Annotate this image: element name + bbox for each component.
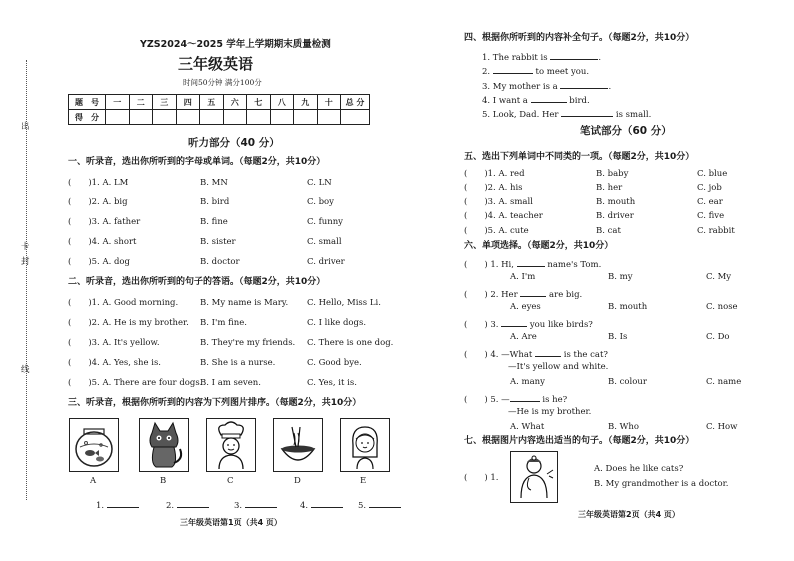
- score-cell: 二: [129, 95, 153, 110]
- score-cell: 一: [106, 95, 130, 110]
- s2-q2-b: B. I'm fine.: [200, 318, 247, 328]
- score-cell: 四: [176, 95, 200, 110]
- s4-q4-text: 4. I want a: [482, 96, 528, 106]
- s1-q3-c: C. funny: [307, 217, 343, 227]
- answer-blank[interactable]: [560, 79, 608, 89]
- s1-q3: ( )3. A. father: [68, 217, 141, 227]
- s6-q3-b: B. Is: [608, 332, 628, 342]
- s6-q2: [464, 287, 582, 301]
- s4-q3-end: .: [608, 82, 612, 92]
- s2-q3-c: C. There is one dog.: [307, 338, 394, 348]
- score-input[interactable]: [106, 110, 130, 125]
- order-answer-2[interactable]: [166, 498, 209, 512]
- s6-q5-text2: is he?: [539, 395, 568, 405]
- s1-q5-c: C. driver: [307, 257, 345, 267]
- s6-q5-a: A. What: [510, 422, 545, 432]
- s5-q3-c: C. ear: [697, 197, 723, 207]
- answer-blank[interactable]: [535, 347, 561, 357]
- s5-q5: ( )5. A. cute: [464, 226, 529, 236]
- s6-q2-c: C. nose: [706, 302, 738, 312]
- s2-q2-c: C. I like dogs.: [307, 318, 367, 328]
- answer-blank[interactable]: [531, 93, 567, 103]
- s6-q4: [464, 347, 608, 361]
- picture-label-d: D: [294, 476, 301, 486]
- subject-title: 三年级英语: [178, 55, 254, 73]
- s5-q3-b: B. mouth: [596, 197, 636, 207]
- s4-q2: [482, 64, 589, 78]
- s4-q4-end: bird.: [569, 96, 590, 106]
- s2-q3-b: B. They're my friends.: [200, 338, 296, 348]
- answer-blank[interactable]: [311, 498, 343, 508]
- s6-q5-reply: —He is my brother.: [508, 407, 592, 417]
- s6-q3-c: C. Do: [706, 332, 730, 342]
- s6-q4-text2: is the cat?: [561, 350, 608, 360]
- section-6-title: 六、单项选择。（每题2分，共10分）: [464, 241, 614, 251]
- s4-q2-end: to meet you.: [535, 67, 590, 77]
- s1-q1: ( )1. A. LM: [68, 178, 129, 188]
- s1-q2-b: B. bird: [200, 197, 230, 207]
- answer-blank[interactable]: [561, 107, 613, 117]
- score-input[interactable]: [247, 110, 271, 125]
- s6-q1-text: ( ) 1. Hi,: [464, 260, 517, 270]
- s6-q1: [464, 257, 601, 271]
- s2-q1-c: C. Hello, Miss Li.: [307, 298, 381, 308]
- s6-q2-b: B. mouth: [608, 302, 648, 312]
- score-input[interactable]: [129, 110, 153, 125]
- s6-q4-b: B. colour: [608, 377, 647, 387]
- written-title: 笔试部分（60 分）: [580, 125, 672, 137]
- s6-q1-b: B. my: [608, 272, 633, 282]
- answer-blank[interactable]: [550, 50, 598, 60]
- score-cell: 十: [317, 95, 341, 110]
- s1-q4: ( )4. A. short: [68, 237, 137, 247]
- s4-q5-text: 5. Look, Dad. Her: [482, 110, 559, 120]
- score-input[interactable]: [200, 110, 224, 125]
- picture-label-a: A: [90, 476, 97, 486]
- footer-page-1: 三年级英语第1页（共4 页）: [180, 518, 282, 527]
- s6-q3-text2: you like birds?: [527, 320, 593, 330]
- s6-q1-a: A. I'm: [510, 272, 536, 282]
- section-4-title: 四、根据你所听到的内容补全句子。（每题2分，共10分）: [464, 33, 695, 43]
- s7-q1: ( ) 1.: [464, 473, 499, 483]
- s1-q5: ( )5. A. dog: [68, 257, 130, 267]
- s4-q2-text: 2.: [482, 67, 491, 77]
- answer-blank[interactable]: [493, 64, 533, 74]
- s1-q2: ( )2. A. big: [68, 197, 128, 207]
- time-score: 时间50分钟 满分100分: [183, 78, 262, 87]
- order-answer-4[interactable]: [300, 498, 343, 512]
- score-cell: 九: [294, 95, 318, 110]
- picture-b-cat: [139, 418, 189, 472]
- s1-q4-b: B. sister: [200, 237, 236, 247]
- section-3-title: 三、听录音，根据你所听到的内容为下列图片排序。（每题2分，共10分）: [68, 398, 362, 408]
- s6-q2-a: A. eyes: [510, 302, 541, 312]
- score-input[interactable]: [294, 110, 318, 125]
- s1-q4-c: C. small: [307, 237, 342, 247]
- order-answer-label: 3.: [234, 501, 243, 511]
- s5-q5-c: C. rabbit: [697, 226, 735, 236]
- s7-option-b: B. My grandmother is a doctor.: [594, 479, 729, 489]
- s5-q3: ( )3. A. small: [464, 197, 533, 207]
- binding-char-out: 出: [21, 122, 30, 132]
- section-7-title: 七、根据图片内容选出适当的句子。（每题2分，共10分）: [464, 436, 695, 446]
- answer-blank[interactable]: [177, 498, 209, 508]
- s4-q1-text: 1. The rabbit is: [482, 53, 548, 63]
- answer-blank[interactable]: [107, 498, 139, 508]
- score-cell: 题 号: [69, 95, 106, 110]
- s2-q5-b: B. I am seven.: [200, 378, 261, 388]
- s6-q3: [464, 317, 593, 331]
- s5-q2: ( )2. A. his: [464, 183, 523, 193]
- s6-q2-text: ( ) 2. Her: [464, 290, 521, 300]
- s6-q3-text: ( ) 3.: [464, 320, 502, 330]
- s4-q1: [482, 50, 601, 64]
- s5-q4-b: B. driver: [596, 211, 634, 221]
- picture-e-girl: [340, 418, 390, 472]
- s2-q3: ( )3. A. It's yellow.: [68, 338, 160, 348]
- picture-label-e: E: [360, 476, 367, 486]
- s2-q4: ( )4. A. Yes, she is.: [68, 358, 162, 368]
- section-2-title: 二、听录音，选出你所听到的句子的答语。（每题2分，共10分）: [68, 277, 326, 287]
- score-cell: 三: [153, 95, 177, 110]
- binding-char-card: 卡: [21, 242, 30, 252]
- score-cell: 六: [223, 95, 247, 110]
- s2-q1: ( )1. A. Good morning.: [68, 298, 179, 308]
- s4-q4: [482, 93, 590, 107]
- s2-q2: ( )2. A. He is my brother.: [68, 318, 189, 328]
- score-input[interactable]: [341, 110, 370, 125]
- s6-q4-reply: —It's yellow and white.: [508, 362, 609, 372]
- score-input[interactable]: [223, 110, 247, 125]
- s6-q5: [464, 392, 567, 406]
- score-cell: 五: [200, 95, 224, 110]
- score-input[interactable]: [270, 110, 294, 125]
- score-input[interactable]: [317, 110, 341, 125]
- order-answer-3[interactable]: [234, 498, 277, 512]
- order-answer-5[interactable]: [358, 498, 401, 512]
- s6-q5-b: B. Who: [608, 422, 639, 432]
- exam-title: YZS2024～2025 学年上学期期末质量检测: [140, 39, 331, 50]
- section-1-title: 一、听录音，选出你所听到的字母或单词。（每题2分，共10分）: [68, 157, 326, 167]
- s2-q1-b: B. My name is Mary.: [200, 298, 289, 308]
- s5-q2-b: B. her: [596, 183, 623, 193]
- picture-a-fishbowl: [69, 418, 119, 472]
- binding-margin: [12, 60, 42, 500]
- s1-q2-c: C. boy: [307, 197, 334, 207]
- order-answer-label: 1.: [96, 501, 105, 511]
- s4-q3-text: 3. My mother is a: [482, 82, 558, 92]
- s5-q1-b: B. baby: [596, 169, 629, 179]
- s6-q2-text2: are big.: [546, 290, 583, 300]
- score-input[interactable]: [176, 110, 200, 125]
- score-cell: 总 分: [341, 95, 370, 110]
- s6-q3-a: A. Are: [510, 332, 537, 342]
- order-answer-label: 4.: [300, 501, 309, 511]
- picture-label-b: B: [160, 476, 167, 486]
- s5-q4-c: C. five: [697, 211, 725, 221]
- score-table-header-row: [69, 95, 370, 110]
- s5-q1: ( )1. A. red: [464, 169, 525, 179]
- s6-q5-text: ( ) 5. —: [464, 395, 510, 405]
- s6-q5-c: C. How: [706, 422, 738, 432]
- s1-q3-b: B. fine: [200, 217, 228, 227]
- answer-blank[interactable]: [369, 498, 401, 508]
- s5-q1-c: C. blue: [697, 169, 728, 179]
- s6-q4-a: A. many: [510, 377, 545, 387]
- s2-q5-c: C. Yes, it is.: [307, 378, 357, 388]
- s4-q5: [482, 107, 651, 121]
- score-cell: 七: [247, 95, 271, 110]
- s1-q1-c: C. LN: [307, 178, 332, 188]
- s5-q2-c: C. job: [697, 183, 722, 193]
- binding-char-seal: 封: [21, 257, 30, 267]
- s6-q1-c: C. My: [706, 272, 732, 282]
- s5-q4: ( )4. A. teacher: [464, 211, 543, 221]
- footer-page-2: 三年级英语第2页（共4 页）: [578, 510, 680, 519]
- score-cell: 八: [270, 95, 294, 110]
- section-5-title: 五、选出下列单词中不同类的一项。（每题2分，共10分）: [464, 152, 695, 162]
- s2-q5: ( )5. A. There are four dogs.: [68, 378, 203, 388]
- s4-q1-end: .: [598, 53, 602, 63]
- binding-char-line: 线: [21, 365, 30, 375]
- picture-d-noodles: [273, 418, 323, 472]
- order-answer-label: 5.: [358, 501, 367, 511]
- s4-q5-end: is small.: [615, 110, 652, 120]
- order-answer-label: 2.: [166, 501, 175, 511]
- s7-option-a: A. Does he like cats?: [594, 464, 684, 474]
- score-input[interactable]: [153, 110, 177, 125]
- s6-q4-text: ( ) 4. —What: [464, 350, 536, 360]
- listening-title: 听力部分（40 分）: [188, 137, 280, 149]
- s1-q5-b: B. doctor: [200, 257, 240, 267]
- answer-blank[interactable]: [501, 317, 527, 327]
- s6-q1-text2: name's Tom.: [544, 260, 602, 270]
- s2-q4-c: C. Good bye.: [307, 358, 362, 368]
- picture-doctor: [510, 451, 558, 503]
- s1-q1-b: B. MN: [200, 178, 228, 188]
- order-answer-1[interactable]: [96, 498, 139, 512]
- answer-blank[interactable]: [517, 257, 545, 267]
- picture-label-c: C: [227, 476, 234, 486]
- s4-q3: [482, 79, 611, 93]
- score-table-score-row: [69, 110, 370, 125]
- answer-blank[interactable]: [520, 287, 546, 297]
- picture-c-chef: [206, 418, 256, 472]
- score-table: [68, 94, 370, 125]
- score-cell: 得 分: [69, 110, 106, 125]
- answer-blank[interactable]: [510, 392, 540, 402]
- answer-blank[interactable]: [245, 498, 277, 508]
- s2-q4-b: B. She is a nurse.: [200, 358, 276, 368]
- s6-q4-c: C. name: [706, 377, 742, 387]
- s5-q5-b: B. cat: [596, 226, 621, 236]
